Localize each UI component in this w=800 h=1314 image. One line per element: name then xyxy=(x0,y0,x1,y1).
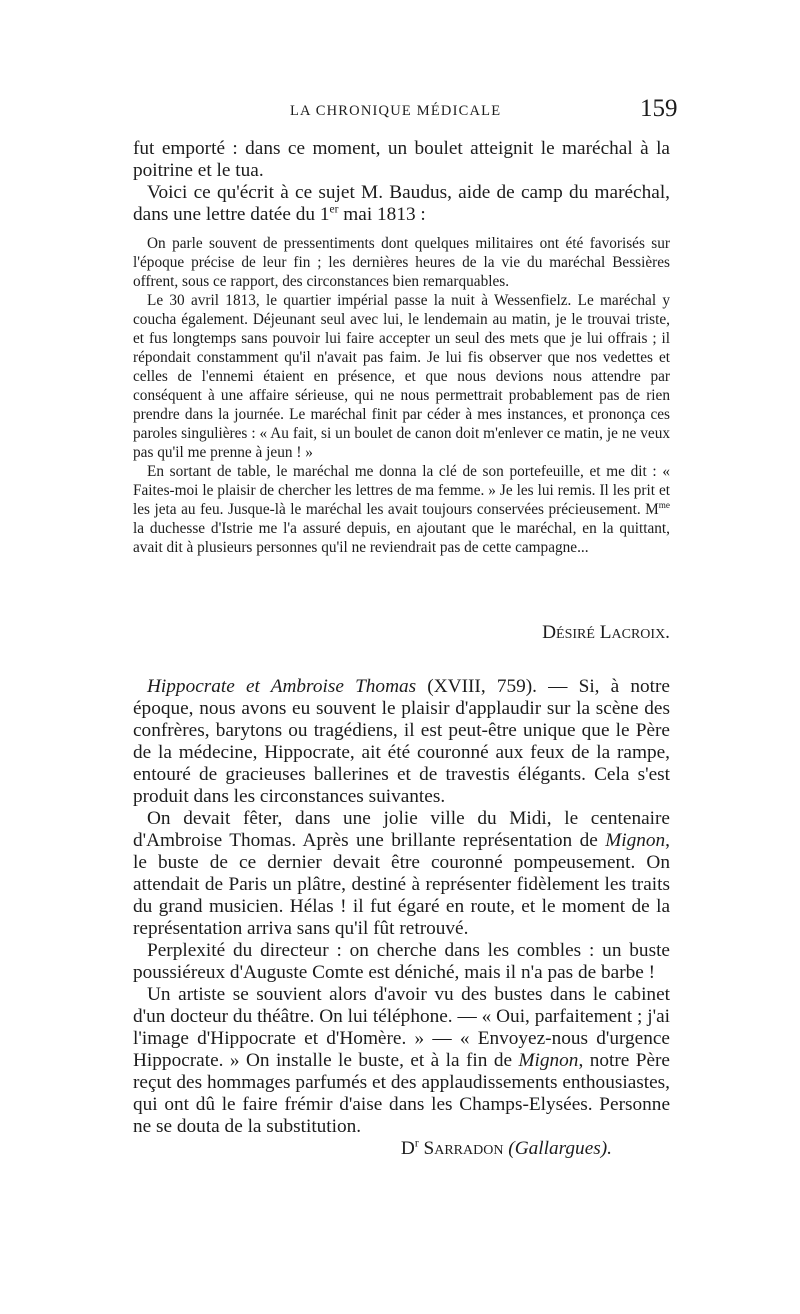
paragraph: On devait fêter, dans une jolie ville du Midi, le centenaire d'Ambroise Thomas. Après une brillante représentation de Mignon, le buste de ce dernier devait être couronné pompeusement. On attendait de Paris un plâtre, destiné à représenter fidèlement les traits du grand musicien. Hélas ! il fut égaré en route, et le moment de la représentation arriva sans qu'il fût retrouvé. xyxy=(133,808,670,939)
paragraph: Un artiste se souvient alors d'avoir vu des bustes dans le cabinet d'un docteur du théâtre. On lui téléphone. — « Oui, parfaitement ; j'ai l'image d'Hippocrate et d'Homère. » — « Envoyez-nous d'urgence Hippocrate. » On installe le buste, et à la fin de Mignon, notre Père reçut des hommages parfumés et des applaudissements enthousiastes, qui ont dû le faire frémir d'aise dans les Champs-Elysées. Personne ne se douta de la substitution. xyxy=(133,984,670,1137)
page-number: 159 xyxy=(640,95,678,122)
running-header xyxy=(0,95,800,129)
paragraph: Voici ce qu'écrit à ce sujet M. Baudus, aide de camp du maréchal, dans une lettre datée du 1er mai 1813 : xyxy=(133,182,670,225)
quote-paragraph: En sortant de table, le maréchal me donna la clé de son portefeuille, et me dit : « Faites-moi le plaisir de chercher les lettres de ma femme. » Je les lui remis. Il les prit et les jeta au feu. Jusque-là le maréchal les avait toujours conservées précieusement. $M^{me}$ la duchesse d'Istrie me l'a assuré depuis, en ajoutant que le maréchal, en la quittant, avait dit à plusieurs personnes qu'il ne reviendrait pas de cette campagne... xyxy=(133,463,670,556)
paragraph: fut emporté : dans ce moment, un boulet atteignit le maréchal à la poitrine et le tua. xyxy=(133,138,670,181)
journal-title: LA CHRONIQUE MÉDICALE xyxy=(290,103,502,119)
article-lead: Hippocrate et Ambroise Thomas (XVIII, 759). — Si, à notre époque, nous avons eu souvent le plaisir d'applaudir sur la scène des confrères, barytons ou tragédiens, il est peut-être unique que le Père de la médecine, Hippocrate, ait été couronné aux feux de la rampe, entouré de gracieuses ballerines et de travestis élégants. Cela s'est produit dans les circonstances suivantes. xyxy=(133,676,670,807)
article-reference: (XVIII, 759). xyxy=(416,676,537,697)
signature: $D^r$ Sarradon (Gallargues). xyxy=(400,1136,612,1159)
signature: Désiré Lacroix. xyxy=(542,622,670,643)
quote-paragraph: On parle souvent de pressentiments dont quelques militaires ont été favorisés sur l'époque précise de leur fin ; les dernières heures de la vie du maréchal Bessières offrent, sous ce rapport, des circonstances bien remarquables. xyxy=(133,235,670,290)
quoted-letter xyxy=(133,234,670,557)
continuation-text xyxy=(133,138,670,226)
signature-lacroix-block xyxy=(133,622,670,644)
article xyxy=(133,676,670,1160)
quote-paragraph: Le 30 avril 1813, le quartier impérial passe la nuit à Wessenfielz. Le maréchal y coucha également. Déjeunant seul avec lui, le lendemain au matin, je le trouvai triste, et fus longtemps sans pouvoir lui faire accepter un seul des mets que je lui offrais ; il répondait constamment qu'il n'avait pas faim. Je lui fis observer que nos vedettes et celles de l'ennemi étaient en présence, et que nous devions nous attendre par conséquent à une affaire sérieuse, qui ne nous permettrait probablement pas de rien prendre dans la journée. Le maréchal finit par céder à mes instances, et prononça ces paroles singulières : « Au fait, si un boulet de canon doit m'enlever ce matin, je ne veux pas qu'il me prenne à jeun ! » xyxy=(133,292,670,461)
article-title: Hippocrate et Ambroise Thomas xyxy=(147,676,417,697)
paragraph: Perplexité du directeur : on cherche dans les combles : un buste poussiéreux d'Auguste Comte est déniché, mais il n'a pas de barbe ! xyxy=(133,940,670,983)
